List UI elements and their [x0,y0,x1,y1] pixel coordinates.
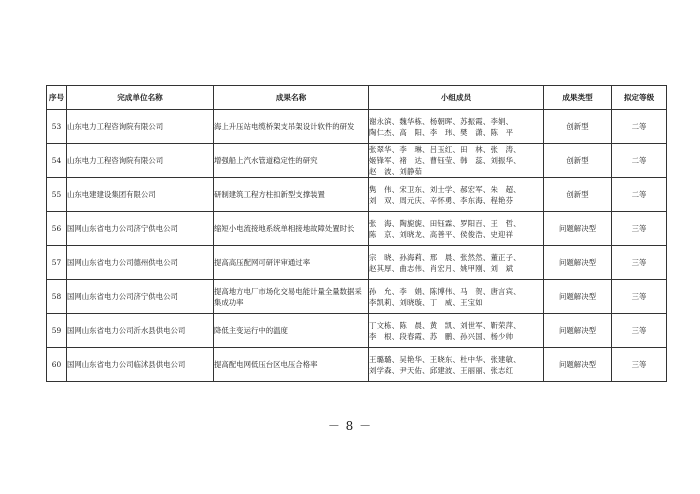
header-index: 序号 [47,86,67,110]
row-achievement: 缩短小电流接地系统单相接地故障处置时长 [214,212,369,246]
row-members [369,178,544,212]
member-line: 王璐璐、吴艳华、王晓东、杜中华、张建敏、 [369,354,521,364]
row-unit: 山东电建建设集团有限公司 [67,178,214,212]
row-index: 57 [47,246,67,280]
header-achievement: 成果名称 [214,86,369,110]
member-line: 李 根、段春霞、苏 鹏、孙兴国、杨少帅 [369,331,514,341]
row-grade: 二等 [612,110,667,144]
row-unit: 国网山东省电力公司德州供电公司 [67,246,214,280]
row-members [369,348,544,382]
row-type: 创新型 [544,178,612,212]
row-unit: 国网山东省电力公司临沭县供电公司 [67,348,214,382]
table-row [47,314,667,348]
header-grade: 拟定等级 [612,86,667,110]
member-line: 张翠华、李 琳、吕玉红、田 林、张 涛、 [369,145,521,154]
table-row [47,144,667,178]
table-row [47,178,667,212]
row-type: 问题解决型 [544,212,612,246]
row-index: 59 [47,314,67,348]
member-line: 李凯莉、刘晓璇、丁 威、王宝如 [369,297,483,307]
row-members [369,280,544,314]
header-unit: 完成单位名称 [67,86,214,110]
row-members [369,246,544,280]
row-grade: 二等 [612,178,667,212]
row-grade: 三等 [612,246,667,280]
row-index: 55 [47,178,67,212]
table-header-row [47,86,667,110]
row-unit: 山东电力工程咨询院有限公司 [67,144,214,178]
row-achievement: 提高配电网低压台区电压合格率 [214,348,369,382]
row-unit: 国网山东省电力公司沂水县供电公司 [67,314,214,348]
member-line: 刘 双、周元庆、辛怀勇、李东海、程艳芬 [369,195,514,205]
table-row [47,280,667,314]
row-type: 问题解决型 [544,246,612,280]
row-index: 58 [47,280,67,314]
row-type: 问题解决型 [544,348,612,382]
member-line: 隽 伟、宋卫东、刘士学、郝宏军、朱 超、 [369,184,521,194]
row-index: 53 [47,110,67,144]
awards-table [46,85,667,382]
row-members [369,110,544,144]
header-type: 成果类型 [544,86,612,110]
row-achievement: 提高高压配网可研评审通过率 [214,246,369,280]
member-line: 姬锋军、褚 达、曹钰莹、韩 蕊、刘振华、 [369,156,521,165]
row-grade: 二等 [612,144,667,178]
table-row [47,212,667,246]
row-type: 创新型 [544,144,612,178]
row-members [369,144,544,178]
member-line: 谢永滨、魏华栋、杨朝晖、苏振霞、李娟、 [369,116,514,126]
row-index: 54 [47,144,67,178]
member-line: 陈 京、刘晓龙、高善平、侯俊浩、史迎祥 [369,229,514,239]
row-achievement: 降低主变运行中的温度 [214,314,369,348]
row-unit: 山东电力工程咨询院有限公司 [67,110,214,144]
page-number: － 8 － [327,419,373,433]
row-grade: 三等 [612,348,667,382]
row-unit: 国网山东省电力公司济宁供电公司 [67,280,214,314]
member-line: 赵 波、刘静茹 [369,167,423,176]
row-achievement: 研制建筑工程方柱扣新型支撑装置 [214,178,369,212]
table-row [47,110,667,144]
row-achievement: 提高地方电厂市场化交易电能计量全量数据采集成功率 [214,280,369,314]
row-grade: 三等 [612,212,667,246]
row-unit: 国网山东省电力公司济宁供电公司 [67,212,214,246]
member-line: 赵其厚、曲志伟、肖宏月、姚甲刚、刘 斌 [369,263,514,273]
member-line: 丁文栋、陈 晨、黄 凯、刘世军、靳荣萍、 [369,320,521,330]
table-row [47,246,667,280]
row-grade: 三等 [612,314,667,348]
member-line: 刘学森、尹天佑、邱建波、王丽丽、张志红 [369,365,514,375]
member-line: 张 海、陶旎旎、田钰霖、罗阳百、王 哲、 [369,218,521,228]
row-achievement: 海上升压站电缆桥架支吊架设计软件的研发 [214,110,369,144]
row-grade: 三等 [612,280,667,314]
row-type: 问题解决型 [544,280,612,314]
row-index: 60 [47,348,67,382]
row-type: 创新型 [544,110,612,144]
row-type: 问题解决型 [544,314,612,348]
member-line: 宗 晓、孙海莉、邢 晨、张然然、董正子、 [369,252,521,262]
row-members [369,212,544,246]
row-index: 56 [47,212,67,246]
table-row [47,348,667,382]
member-line: 孙 允、李 娟、陈博伟、马 贺、唐言宾、 [369,286,521,296]
row-members [369,314,544,348]
header-members: 小组成员 [369,86,544,110]
member-line: 陶仁杰、高 阳、李 玮、樊 潇、陈 平 [369,127,514,137]
row-achievement: 增强船上汽水管道稳定性的研究 [214,144,369,178]
